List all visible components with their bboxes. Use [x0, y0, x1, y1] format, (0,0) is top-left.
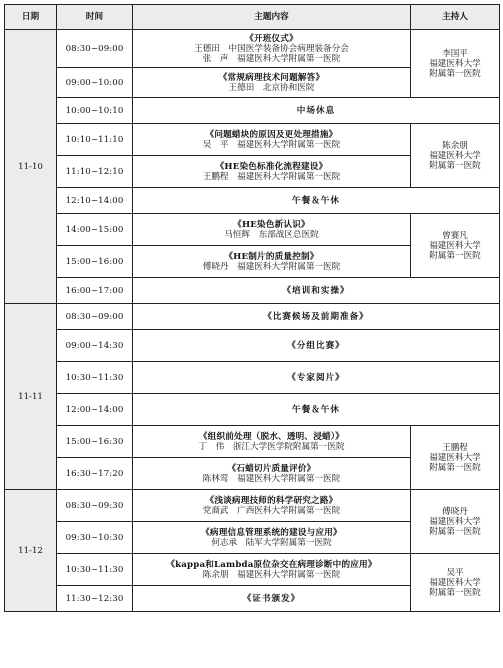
time-cell: 10:00~10:10 — [57, 98, 133, 124]
speaker-line: 丁 伟 浙江大学医学院附属第一医院 — [198, 441, 345, 452]
speaker-line: 陈林莺 福建医科大学附属第一医院 — [202, 473, 341, 484]
host-line: 傅晓丹 — [442, 506, 468, 517]
speaker-line: 马恒辉 东部战区总医院 — [224, 229, 319, 240]
host-line: 福建医科大学 — [429, 577, 481, 588]
schedule-table — [4, 4, 500, 612]
time-cell: 12:10~14:00 — [57, 188, 133, 214]
topic-title: 《石蜡切片质量评价》 — [227, 463, 316, 474]
time-cell: 08:30~09:00 — [57, 304, 133, 330]
topic-title: 《常规病理技术问题解答》 — [218, 72, 325, 83]
time-cell: 16:30~17:20 — [57, 458, 133, 490]
host-line: 福建医科大学 — [429, 150, 481, 161]
topic-title: 《HE制片的质量控制》 — [224, 251, 319, 262]
table-row — [5, 554, 500, 586]
speaker-line: 傅晓丹 福建医科大学附属第一医院 — [202, 261, 341, 272]
topic-title: 《HE染色标准化流程建设》 — [215, 161, 328, 172]
table-row — [5, 304, 500, 330]
table-row — [5, 214, 500, 246]
host-line: 附属第一医院 — [429, 68, 481, 79]
host-cell — [411, 30, 500, 98]
break-cell: 午餐＆午休 — [133, 394, 500, 426]
date-cell: 11-11 — [5, 304, 57, 490]
table-row — [5, 278, 500, 304]
host-line: 福建医科大学 — [429, 240, 481, 251]
topic-title: 《组织前处理（脱水、透明、浸蜡）》 — [198, 431, 345, 442]
time-cell: 16:00~17:00 — [57, 278, 133, 304]
time-cell: 12:00~14:00 — [57, 394, 133, 426]
topic-cell — [133, 458, 411, 490]
time-cell: 08:30~09:30 — [57, 490, 133, 522]
topic-title: 《问题蜡块的原因及更处理措施》 — [205, 129, 338, 140]
break-cell: 午餐＆午休 — [133, 188, 500, 214]
time-cell: 15:00~16:30 — [57, 426, 133, 458]
session-cell: 《专家阅片》 — [133, 362, 500, 394]
date-cell: 11-12 — [5, 490, 57, 612]
time-cell: 09:00~14:30 — [57, 330, 133, 362]
speaker-line: 何志承 陆军大学附属第一医院 — [211, 537, 332, 548]
time-cell: 09:00~10:00 — [57, 68, 133, 98]
date-cell: 11-10 — [5, 30, 57, 304]
topic-title: 《浅谈病理技师的科学研究之路》 — [205, 495, 338, 506]
table-row — [5, 394, 500, 426]
topic-cell — [133, 426, 411, 458]
host-line: 李国平 — [442, 48, 468, 59]
host-line: 附属第一医院 — [429, 160, 481, 171]
topic-cell — [133, 156, 411, 188]
training-cell: 《培训和实操》 — [133, 278, 500, 304]
host-line: 附属第一医院 — [429, 462, 481, 473]
topic-title: 《开班仪式》 — [245, 33, 298, 44]
host-line: 福建医科大学 — [429, 58, 481, 69]
time-cell: 10:30~11:30 — [57, 362, 133, 394]
host-cell — [411, 554, 500, 612]
host-line: 曾赛凡 — [442, 230, 468, 241]
speaker-line: 王德田 北京协和医院 — [228, 82, 315, 93]
host-line: 福建医科大学 — [429, 516, 481, 527]
header-topic: 主题内容 — [133, 5, 411, 30]
header-time: 时间 — [57, 5, 133, 30]
speaker-line: 吴 平 福建医科大学附属第一医院 — [202, 139, 341, 150]
session-cell: 《分组比赛》 — [133, 330, 500, 362]
table-row — [5, 124, 500, 156]
table-row — [5, 98, 500, 124]
time-cell: 11:10~12:10 — [57, 156, 133, 188]
table-row — [5, 330, 500, 362]
time-cell: 10:10~11:10 — [57, 124, 133, 156]
topic-cell — [133, 124, 411, 156]
host-cell — [411, 490, 500, 554]
header-date: 日期 — [5, 5, 57, 30]
host-line: 附属第一医院 — [429, 587, 481, 598]
host-cell — [411, 214, 500, 278]
speaker-line: 王德田 中国医学装备协会病理装备分会 — [194, 43, 349, 54]
host-line: 吴平 — [446, 567, 464, 578]
header-host: 主持人 — [411, 5, 500, 30]
speaker-line: 王鹏程 福建医科大学附属第一医院 — [202, 171, 341, 182]
host-line: 陈余朋 — [442, 140, 468, 151]
time-cell: 08:30~09:00 — [57, 30, 133, 68]
speaker-line: 张 声 福建医科大学附属第一医院 — [202, 53, 341, 64]
host-cell — [411, 426, 500, 490]
topic-cell — [133, 490, 411, 522]
time-cell: 09:30~10:30 — [57, 522, 133, 554]
speaker-line: 党裔武 广西医科大学附属第一医院 — [202, 505, 341, 516]
topic-title: 《HE染色新认识》 — [233, 219, 310, 230]
time-cell: 11:30~12:30 — [57, 586, 133, 612]
table-row — [5, 490, 500, 522]
break-cell: 中场休息 — [133, 98, 500, 124]
host-line: 附属第一医院 — [429, 250, 481, 261]
topic-cell — [133, 30, 411, 68]
topic-cell — [133, 68, 411, 98]
topic-title: 《病理信息管理系统的建设与应用》 — [201, 527, 342, 538]
topic-cell — [133, 554, 411, 586]
table-row — [5, 188, 500, 214]
host-line: 附属第一医院 — [429, 526, 481, 537]
host-line: 福建医科大学 — [429, 452, 481, 463]
table-row — [5, 426, 500, 458]
time-cell: 14:00~15:00 — [57, 214, 133, 246]
header-row — [5, 5, 500, 30]
topic-cell — [133, 522, 411, 554]
session-cell: 《证书颁发》 — [133, 586, 411, 612]
speaker-line: 陈余朋 福建医科大学附属第一医院 — [202, 569, 341, 580]
time-cell: 10:30~11:30 — [57, 554, 133, 586]
table-row — [5, 362, 500, 394]
topic-cell — [133, 246, 411, 278]
time-cell: 15:00~16:00 — [57, 246, 133, 278]
host-cell — [411, 124, 500, 188]
session-cell: 《比赛候场及前期准备》 — [133, 304, 500, 330]
topic-title: 《kappa和Lambda原位杂交在病理诊断中的应用》 — [166, 559, 377, 570]
host-line: 王鹏程 — [442, 442, 468, 453]
topic-cell — [133, 214, 411, 246]
table-row — [5, 30, 500, 68]
